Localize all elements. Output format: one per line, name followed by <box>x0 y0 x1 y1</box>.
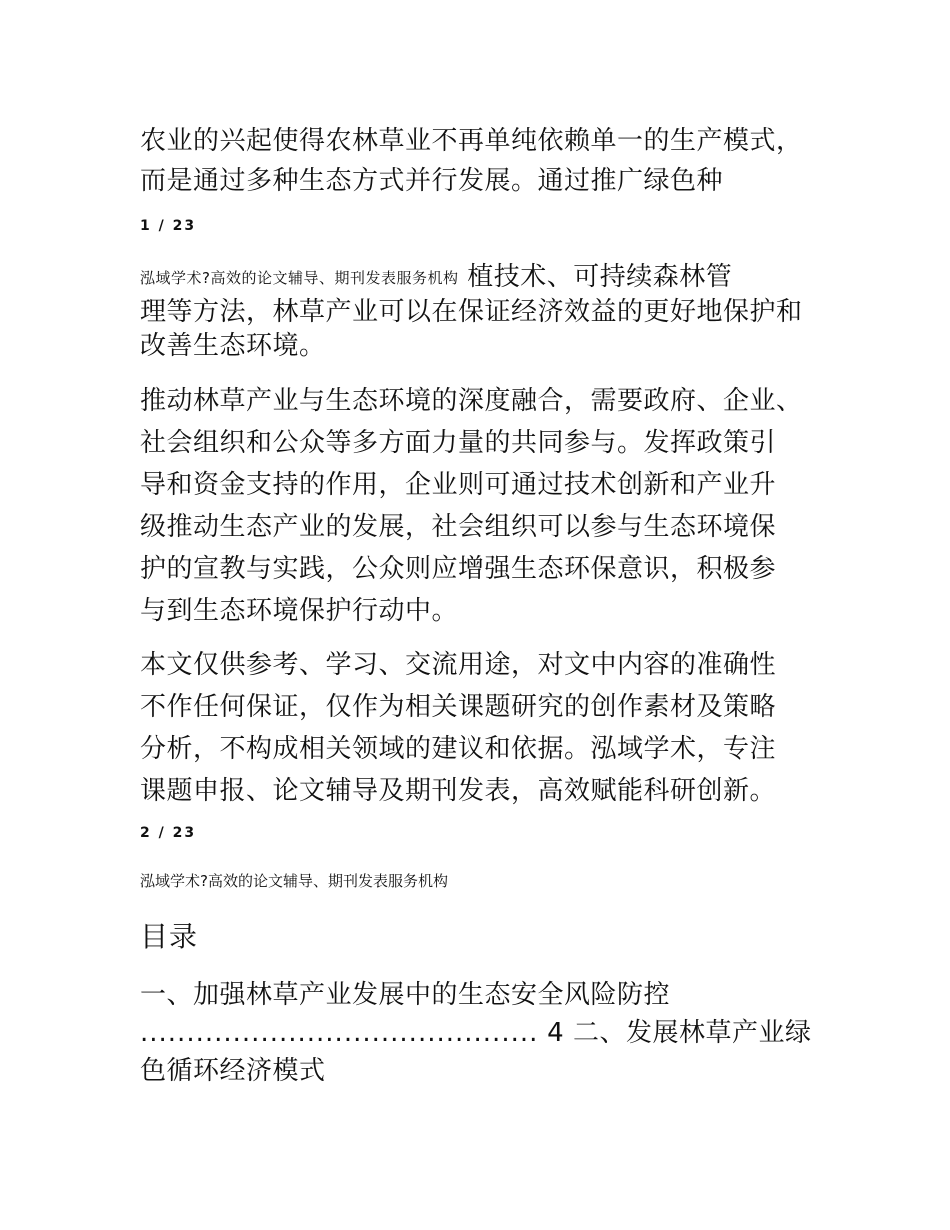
toc-entry-line[interactable] <box>140 1014 840 1052</box>
text-line: 理等方法，林草产业可以在保证经济效益的更好地保护和 <box>140 297 803 327</box>
text-line: 农业的兴起使得农林草业不再单纯依赖单一的生产模式， <box>140 126 803 156</box>
toc-leader-dots: ........................................... <box>140 1018 539 1048</box>
text-line: 社会组织和公众等多方面力量的共同参与。发挥政策引 <box>140 428 777 458</box>
text-line: 与到生态环境保护行动中。 <box>140 596 459 626</box>
text-line: 护的宣教与实践，公众则应增强生态环保意识，积极参 <box>140 554 777 584</box>
text-line: 改善生态环境。 <box>140 331 326 361</box>
text-line: 导和资金支持的作用，企业则可通过技术创新和产业升 <box>140 470 777 500</box>
text-line: 分析，不构成相关领域的建议和依据。泓域学术，专注 <box>140 734 777 764</box>
text-line: 不作任何保证，仅作为相关课题研究的创作素材及策略 <box>140 692 777 722</box>
page-number: 2 / 23 <box>140 825 197 841</box>
toc-entry-continued[interactable]: 色循环经济模式 <box>140 1056 326 1086</box>
text-line: 而是通过多种生态方式并行发展。通过推广绿色种 <box>140 166 724 196</box>
text-line: 级推动生态产业的发展，社会组织可以参与生态环境保 <box>140 512 777 542</box>
paragraph-integration <box>140 380 840 632</box>
page-number: 1 / 23 <box>140 218 197 234</box>
page-header: 泓域学术?高效的论文辅导、期刊发表服务机构 <box>140 269 459 287</box>
page-header: 泓域学术?高效的论文辅导、期刊发表服务机构 <box>140 872 448 890</box>
text-line: 推动林草产业与生态环境的深度融合，需要政府、企业、 <box>140 386 803 416</box>
toc-page-number: 4 <box>547 1018 565 1048</box>
toc-entry: 二、发展林草产业绿 <box>572 1018 812 1048</box>
paragraph-disclaimer <box>140 644 840 812</box>
paragraph-continued <box>140 257 840 366</box>
text-line: 本文仅供参考、学习、交流用途，对文中内容的准确性 <box>140 650 777 680</box>
text-segment: 植技术、可持续森林管 <box>467 262 733 292</box>
paragraph-page1-tail <box>140 121 840 201</box>
toc-title: 目录 <box>140 920 199 953</box>
toc-entry[interactable]: 一、加强林草产业发展中的生态安全风险防控 <box>140 980 671 1010</box>
text-line: 课题申报、论文辅导及期刊发表，高效赋能科研创新。 <box>140 776 777 806</box>
table-of-contents <box>140 976 840 1090</box>
